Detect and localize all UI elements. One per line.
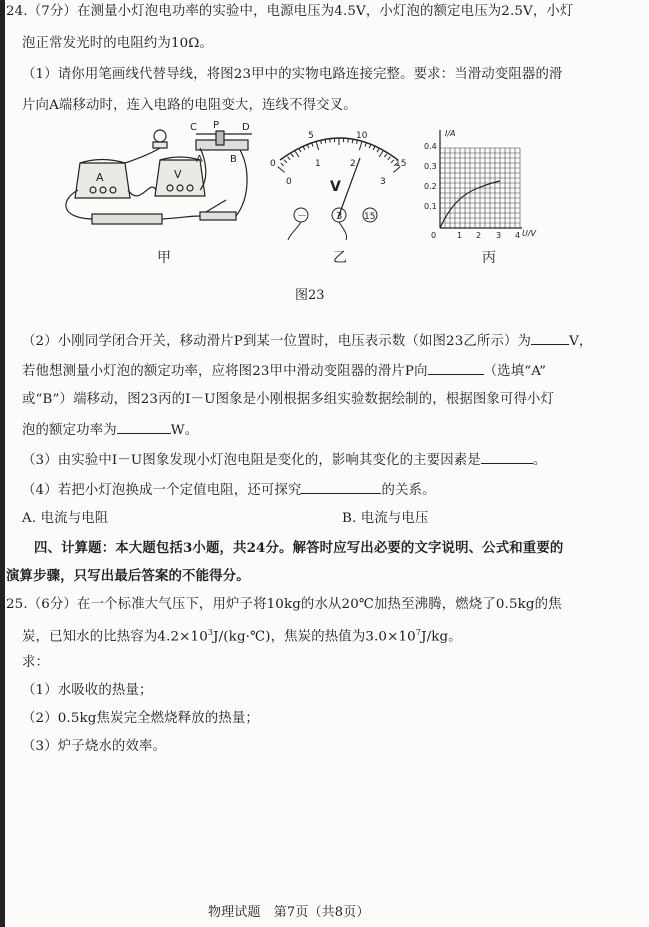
graph-xtick-4: 4: [515, 231, 521, 240]
dial-outer-5: 5: [308, 131, 314, 141]
dial-needle: [338, 158, 360, 218]
dial-tick: [359, 141, 362, 150]
dial-tick: [316, 141, 319, 150]
voltmeter-device-symbol: V: [174, 168, 182, 181]
dial-tick: [284, 160, 287, 163]
rheostat-label-D: D: [242, 122, 250, 133]
dial-inner-0: 0: [286, 177, 292, 187]
terminal-negative-label: －: [297, 211, 307, 222]
graph-ytick-0.1: 0.1: [424, 202, 437, 211]
dial-tick: [377, 149, 379, 152]
q24-part2-line4-text: 泡的额定功率为: [22, 423, 117, 438]
rheostat: [190, 120, 252, 165]
q24-part4: [22, 481, 436, 499]
dial-tick: [312, 143, 313, 147]
iu-graph-bing: [424, 129, 537, 240]
q25-stem-line2-b: J/(kg·℃)，焦炭的热值为3.0×10: [213, 629, 416, 645]
rheostat-label-C: C: [190, 122, 197, 133]
q24-part2-line4: [22, 421, 198, 439]
q25-exp-7: 7: [415, 628, 422, 637]
dial-tick: [373, 147, 375, 151]
dial-tick: [365, 143, 366, 147]
q24-option-b: B. 电流与电压: [342, 511, 429, 526]
q24-part2-line2-tail: （选填“A”: [483, 364, 547, 379]
answer-blank-direction[interactable]: [428, 362, 484, 375]
dial-tick: [281, 163, 284, 166]
dial-outer-10: 10: [356, 131, 368, 141]
q24-part2-line2: [22, 362, 546, 380]
q25-stem-line2-a: 炭，已知水的比热容为4.2×10: [22, 629, 208, 645]
ammeter-symbol: A: [96, 171, 104, 184]
dial-inner-1: 1: [315, 159, 321, 169]
q24-part2-line4-unit: W。: [170, 423, 199, 438]
ammeter: [75, 160, 130, 199]
dial-inner-3: 3: [380, 177, 386, 187]
q24-part4-tail: 的关系。: [381, 483, 436, 498]
page-footer: 物理试题 第7页（共8页）: [208, 905, 370, 920]
q24-part3-end: 。: [532, 453, 547, 468]
graph-xtick-1: 1: [457, 231, 463, 240]
dial-tick: [391, 160, 394, 163]
q25-sub2: （2）0.5kg焦炭完全燃烧释放的热量；: [22, 711, 259, 726]
graph-ytick-0.4: 0.4: [424, 142, 437, 151]
figure-caption: 图23: [295, 288, 325, 303]
q25-sub3: （3）炉子烧水的效率。: [22, 739, 167, 754]
dial-tick: [299, 149, 301, 152]
answer-blank-factor[interactable]: [481, 451, 533, 464]
q24-part1-line2: 片向A端移动时，连入电路的电阻变大，连线不得交叉。: [22, 98, 357, 113]
answer-blank-power[interactable]: [117, 421, 171, 434]
dial-tick: [307, 145, 309, 149]
q25-exp-3: 3: [207, 628, 214, 637]
q25-ask: 求：: [22, 655, 50, 670]
graph-ytick-0.3: 0.3: [424, 162, 437, 171]
lamp-bulb: [153, 130, 167, 148]
q25-stem-line1: 25.（6分）在一个标准大气压下，用炉子将10kg的水从20℃加热至沸腾，燃烧了0.5kg的焦: [6, 597, 562, 612]
rheostat-label-P: P: [213, 120, 220, 131]
dial-tick: [352, 139, 353, 143]
answer-blank-relation[interactable]: [301, 481, 381, 494]
q24-part2-line2-text: 若他想测量小灯泡的额定功率，应将图23甲中滑动变阻器的滑片P向: [22, 364, 428, 379]
q24-part2-line1-unit: V，: [569, 334, 593, 349]
terminal-3-label: 3: [336, 211, 343, 222]
graph-x-label: U/V: [522, 229, 537, 238]
section4-heading-line2: 演算步骤，只写出最后答案的不能得分。: [6, 568, 250, 584]
dial-tick: [384, 154, 386, 157]
dial-tick: [291, 154, 293, 157]
graph-y-label: I/A: [445, 129, 456, 138]
rheostat-label-B: B: [230, 154, 237, 165]
q25-sub1: （1）水吸收的热量；: [22, 683, 153, 698]
dial-tick: [325, 139, 326, 143]
q24-part2-line1-text: （2）小刚同学闭合开关，移动滑片P到某一位置时，电压表示数（如图23乙所示）为: [22, 334, 532, 349]
q24-part2-line1: [22, 332, 592, 350]
q24-stem-line2: 泡正常发光时的电阻约为10Ω。: [22, 36, 214, 51]
figure-label-yi: 乙: [333, 250, 347, 266]
dial-outer-0: 0: [270, 159, 276, 169]
q24-stem-line1: 24.（7分）在测量小灯泡电功率的实验中，电源电压为4.5V，小灯泡的额定电压为2.5V，小灯: [6, 4, 574, 19]
dial-inner-2: 2: [350, 159, 356, 169]
dial-tick: [379, 151, 383, 157]
section4-heading-line1: 四、计算题：本大题包括3小题，共24分。解答时应写出必要的文字说明、公式和重要的: [34, 540, 564, 556]
q24-part1-line1: （1）请你用笔画线代替导线，将图23甲中的实物电路连接完整。要求：当滑动变阻器的滑: [22, 67, 563, 82]
graph-xtick-3: 3: [496, 231, 502, 240]
answer-blank-voltage[interactable]: [531, 332, 569, 345]
q24-part3-text: （3）由实验中I－U图象发现小灯泡电阻是变化的，影响其变化的主要因素是: [22, 453, 481, 468]
rheostat-label-A: A: [196, 154, 203, 165]
dial-tick: [288, 157, 291, 160]
dial-outer-15: 15: [395, 159, 407, 169]
dial-tick: [388, 157, 391, 160]
graph-xtick-2: 2: [476, 231, 482, 240]
graph-ytick-0.2: 0.2: [424, 182, 437, 191]
q24-part3: [22, 451, 546, 469]
voltmeter-dial-yi: [270, 131, 406, 240]
q24-part2-line3: 或“B”）端移动，图23丙的I－U图象是小刚根据多组实验数据绘制的，根据图象可得小灯: [22, 392, 555, 407]
q25-stem-line2-c: J/kg。: [421, 629, 462, 645]
graph-xtick-0: 0: [431, 231, 437, 240]
dial-tick: [295, 151, 299, 157]
switch: [200, 200, 236, 220]
dial-symbol-V: V: [330, 179, 341, 195]
figure-label-jia: 甲: [157, 250, 171, 266]
figure-23: [0, 118, 649, 308]
battery-pack: [92, 214, 162, 224]
dial-tick: [278, 167, 285, 173]
q24-option-a: A. 电流与电阻: [22, 511, 109, 526]
figure-label-bing: 丙: [482, 250, 496, 266]
circuit-diagram-jia: [66, 120, 252, 224]
dial-tick: [303, 147, 305, 151]
terminal-15-label: 15: [364, 212, 376, 222]
dial-tick: [369, 145, 371, 149]
q24-part4-text: （4）若把小灯泡换成一个定值电阻，还可探究: [22, 483, 302, 498]
q25-stem-line2: [22, 625, 462, 645]
